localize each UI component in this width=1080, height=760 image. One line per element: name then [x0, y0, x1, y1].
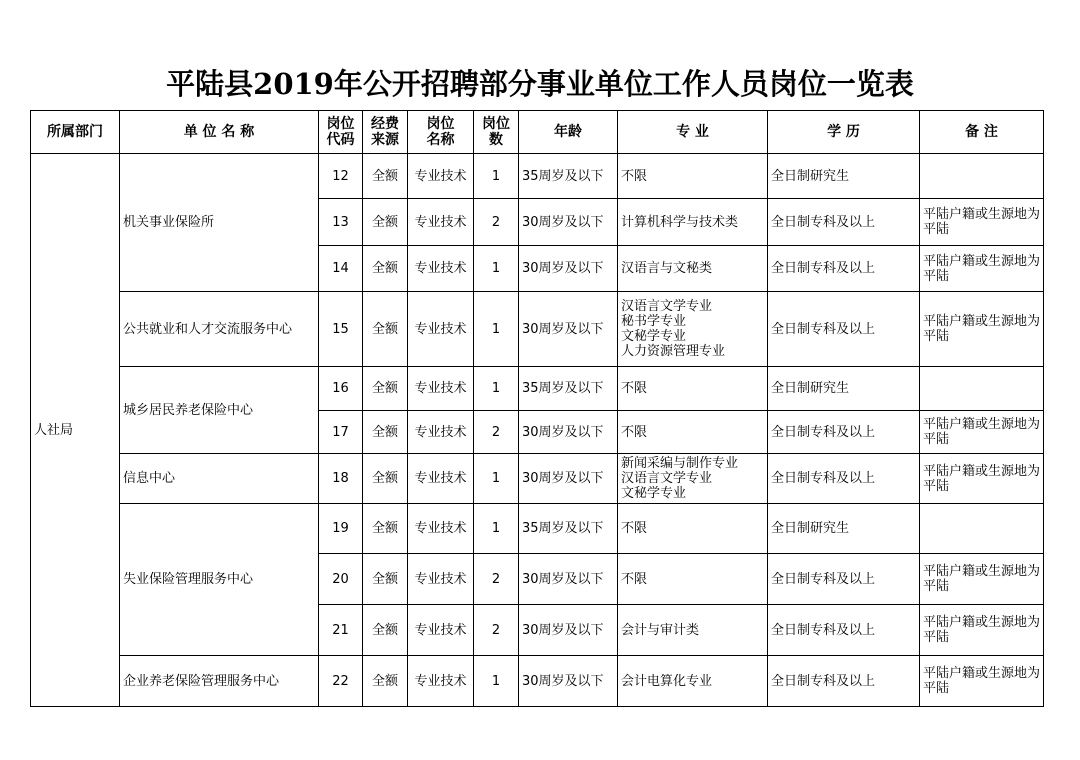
table-row: [31, 367, 1044, 411]
age-cell: 30周岁及以下: [519, 199, 618, 246]
age-cell: 30周岁及以下: [519, 605, 618, 656]
count-cell: 1: [474, 656, 519, 707]
code-cell: 21: [319, 605, 363, 656]
major-item: 会计与审计类: [621, 622, 700, 638]
fund-cell: 全额: [363, 411, 408, 454]
fund-cell: 全额: [363, 154, 408, 199]
count-cell: 2: [474, 411, 519, 454]
note-cell: 平陆户籍或生源地为平陆: [920, 292, 1044, 367]
major-cell: [618, 246, 768, 292]
fund-cell: 全额: [363, 504, 408, 554]
note-cell: [920, 504, 1044, 554]
unit-cell: 信息中心: [120, 454, 319, 504]
fund-cell: 全额: [363, 554, 408, 605]
table-row: [31, 454, 1044, 504]
header-code: [319, 111, 363, 154]
count-cell: 1: [474, 154, 519, 199]
edu-cell: 全日制专科及以上: [768, 656, 920, 707]
major-item: 会计电算化专业: [621, 673, 713, 689]
post-cell: 专业技术: [408, 199, 474, 246]
age-cell: 35周岁及以下: [519, 367, 618, 411]
header-code-label: 岗位 代码: [326, 116, 355, 148]
note-cell: 平陆户籍或生源地为平陆: [920, 554, 1044, 605]
note-cell: [920, 154, 1044, 199]
header-fund-label: 经费 来源: [371, 116, 399, 148]
fund-cell: 全额: [363, 199, 408, 246]
edu-cell: 全日制研究生: [768, 154, 920, 199]
note-cell: [920, 367, 1044, 411]
unit-cell: 企业养老保险管理服务中心: [120, 656, 319, 707]
age-cell: 30周岁及以下: [519, 454, 618, 504]
positions-table: [30, 110, 1044, 707]
post-cell: 专业技术: [408, 411, 474, 454]
major-item: 汉语言文学专业: [621, 471, 713, 486]
major-item: 计算机科学与技术类: [621, 214, 739, 230]
major-item: 不限: [621, 168, 648, 184]
table-row: [31, 292, 1044, 367]
count-cell: 2: [474, 554, 519, 605]
post-cell: 专业技术: [408, 246, 474, 292]
major-item: 文秘学专业: [621, 486, 687, 501]
post-cell: 专业技术: [408, 367, 474, 411]
header-major: 专 业: [618, 111, 768, 154]
count-cell: 1: [474, 246, 519, 292]
major-item: 文秘学专业: [621, 329, 687, 344]
major-item: 汉语言文学专业: [621, 299, 713, 314]
major-cell: [618, 504, 768, 554]
edu-cell: 全日制专科及以上: [768, 454, 920, 504]
count-cell: 1: [474, 367, 519, 411]
age-cell: 30周岁及以下: [519, 554, 618, 605]
count-cell: 2: [474, 199, 519, 246]
unit-cell: 失业保险管理服务中心: [120, 504, 319, 656]
edu-cell: 全日制专科及以上: [768, 246, 920, 292]
edu-cell: 全日制研究生: [768, 367, 920, 411]
header-note: 备 注: [920, 111, 1044, 154]
code-cell: 18: [319, 454, 363, 504]
major-cell: [618, 199, 768, 246]
code-cell: 12: [319, 154, 363, 199]
post-cell: 专业技术: [408, 154, 474, 199]
header-post-label: 岗位 名称: [426, 116, 455, 148]
edu-cell: 全日制专科及以上: [768, 554, 920, 605]
count-cell: 1: [474, 454, 519, 504]
major-item: 不限: [621, 424, 648, 440]
fund-cell: 全额: [363, 246, 408, 292]
header-unit: 单 位 名 称: [120, 111, 319, 154]
major-item: 汉语言与文秘类: [621, 261, 713, 276]
age-cell: 35周岁及以下: [519, 504, 618, 554]
major-cell: [618, 656, 768, 707]
header-row: [31, 111, 1044, 154]
header-count-label: 岗位 数: [482, 116, 510, 148]
major-cell: [618, 154, 768, 199]
note-cell: 平陆户籍或生源地为平陆: [920, 199, 1044, 246]
major-item: 不限: [621, 521, 648, 536]
note-cell: 平陆户籍或生源地为平陆: [920, 411, 1044, 454]
edu-cell: 全日制专科及以上: [768, 292, 920, 367]
code-cell: 16: [319, 367, 363, 411]
major-item: 秘书学专业: [621, 314, 687, 329]
major-item: 不限: [621, 381, 648, 396]
header-post: [408, 111, 474, 154]
code-cell: 19: [319, 504, 363, 554]
post-cell: 专业技术: [408, 554, 474, 605]
major-cell: [618, 554, 768, 605]
header-age: 年龄: [519, 111, 618, 154]
header-dept: 所属部门: [31, 111, 120, 154]
note-cell: 平陆户籍或生源地为平陆: [920, 656, 1044, 707]
code-cell: 14: [319, 246, 363, 292]
post-cell: 专业技术: [408, 504, 474, 554]
major-cell: [618, 411, 768, 454]
post-cell: 专业技术: [408, 292, 474, 367]
age-cell: 30周岁及以下: [519, 656, 618, 707]
header-count: [474, 111, 519, 154]
post-cell: 专业技术: [408, 605, 474, 656]
header-fund: [363, 111, 408, 154]
unit-cell: 机关事业保险所: [120, 154, 319, 292]
major-item: 人力资源管理专业: [621, 344, 726, 359]
page-title: 平陆县2019年公开招聘部分事业单位工作人员岗位一览表: [166, 67, 914, 101]
dept-cell: 人社局: [31, 154, 120, 707]
count-cell: 1: [474, 292, 519, 367]
table-row: [31, 656, 1044, 707]
fund-cell: 全额: [363, 656, 408, 707]
fund-cell: 全额: [363, 454, 408, 504]
edu-cell: 全日制研究生: [768, 504, 920, 554]
count-cell: 1: [474, 504, 519, 554]
age-cell: 30周岁及以下: [519, 246, 618, 292]
fund-cell: 全额: [363, 367, 408, 411]
fund-cell: 全额: [363, 292, 408, 367]
code-cell: 15: [319, 292, 363, 367]
table-row: [31, 504, 1044, 554]
code-cell: 17: [319, 411, 363, 454]
unit-cell: 公共就业和人才交流服务中心: [120, 292, 319, 367]
count-cell: 2: [474, 605, 519, 656]
note-cell: 平陆户籍或生源地为平陆: [920, 605, 1044, 656]
code-cell: 22: [319, 656, 363, 707]
age-cell: 30周岁及以下: [519, 411, 618, 454]
major-item: 新闻采编与制作专业: [621, 456, 739, 471]
fund-cell: 全额: [363, 605, 408, 656]
major-cell: [618, 292, 768, 367]
edu-cell: 全日制专科及以上: [768, 199, 920, 246]
major-item: 不限: [621, 571, 648, 587]
edu-cell: 全日制专科及以上: [768, 411, 920, 454]
age-cell: 35周岁及以下: [519, 154, 618, 199]
age-cell: 30周岁及以下: [519, 292, 618, 367]
code-cell: 20: [319, 554, 363, 605]
major-cell: [618, 367, 768, 411]
note-cell: 平陆户籍或生源地为平陆: [920, 454, 1044, 504]
edu-cell: 全日制专科及以上: [768, 605, 920, 656]
post-cell: 专业技术: [408, 656, 474, 707]
table-row: [31, 154, 1044, 199]
major-cell: [618, 605, 768, 656]
note-cell: 平陆户籍或生源地为平陆: [920, 246, 1044, 292]
header-edu: 学 历: [768, 111, 920, 154]
unit-cell: 城乡居民养老保险中心: [120, 367, 319, 454]
major-cell: [618, 454, 768, 504]
post-cell: 专业技术: [408, 454, 474, 504]
code-cell: 13: [319, 199, 363, 246]
